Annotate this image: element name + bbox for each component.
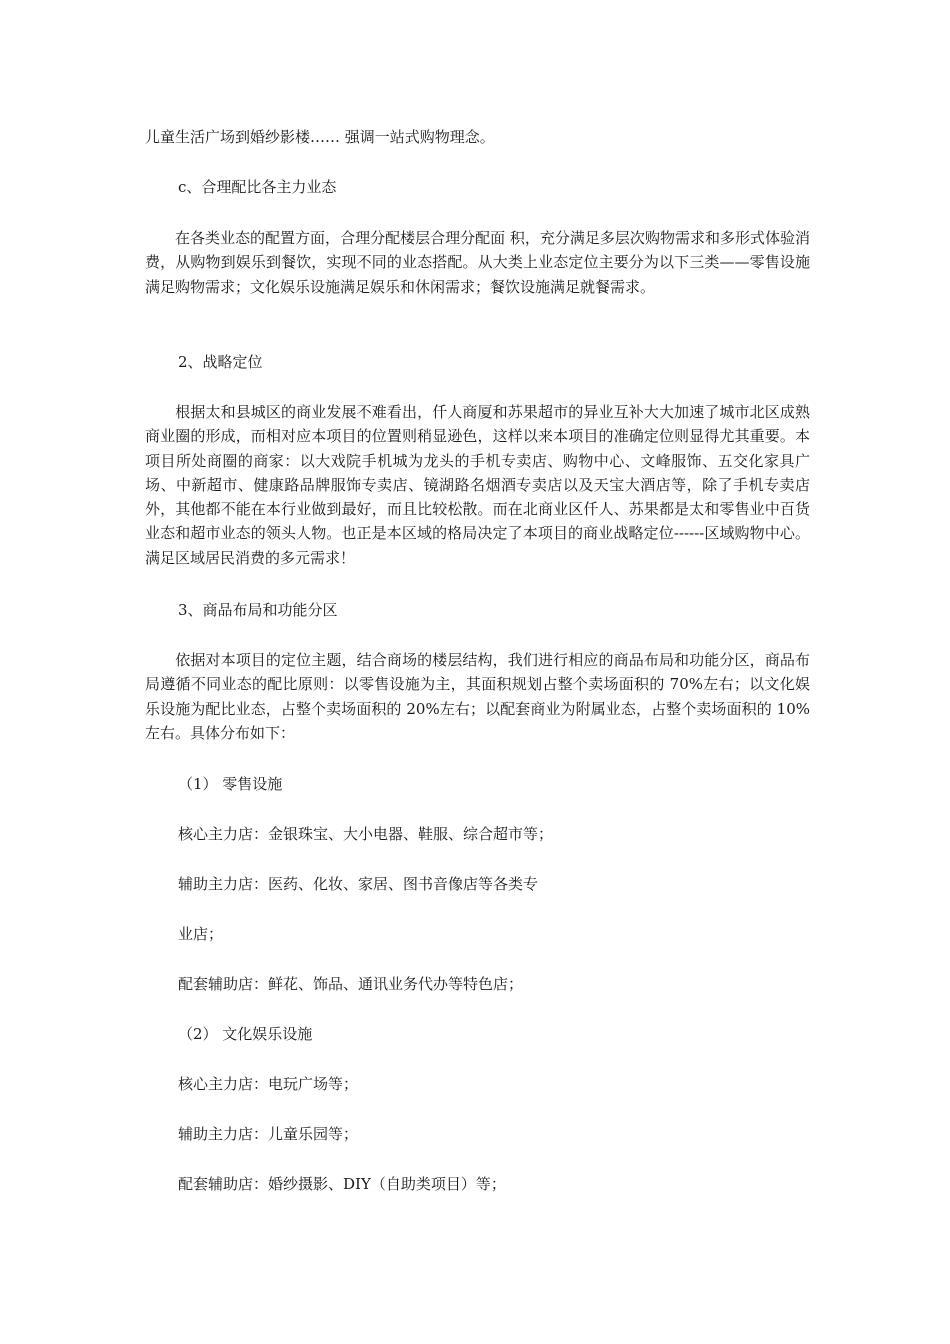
retail-aux-stores-cont: 业店；: [178, 925, 224, 943]
heading-c: c、合理配比各主力业态: [178, 178, 337, 196]
culture-support-stores: 配套辅助店：婚纱摄影、DIY（自助类项目）等；: [178, 1175, 506, 1193]
heading-3: 3、商品布局和功能分区: [178, 601, 338, 619]
paragraph-3: 依据对本项目的定位主题，结合商场的楼层结构，我们进行相应的商品布局和功能分区，商品布局遵循不同业态的配比原则：以零售设施为主，其面积规划占整个卖场面积的 70%左右；以文化娱乐设施为配比业态，占整个卖场面积的 20%左右；以配套商业为附属业态，占整个卖场面积的 10%左右。具体分布如下：: [145, 651, 810, 742]
heading-2: 2、战略定位: [178, 353, 263, 371]
retail-core-stores: 核心主力店：金银珠宝、大小电器、鞋服、综合超市等；: [178, 825, 554, 843]
retail-support-stores: 配套辅助店：鲜花、饰品、通讯业务代办等特色店；: [178, 975, 524, 993]
culture-core-stores: 核心主力店：电玩广场等；: [178, 1075, 359, 1093]
heading-culture: （2） 文化娱乐设施: [178, 1025, 313, 1043]
paragraph-intro-end: 儿童生活广场到婚纱影楼…… 强调一站式购物理念。: [145, 128, 495, 146]
paragraph-c: 在各类业态的配置方面，合理分配楼层合理分配面 积，充分满足多层次购物需求和多形式体验消费，从购物到娱乐到餐饮，实现不同的业态搭配。从大类上业态定位主要分为以下三类——零售设施满足购物需求；文化娱乐设施满足娱乐和休闲需求；餐饮设施满足就餐需求。: [145, 229, 810, 296]
culture-aux-stores: 辅助主力店：儿童乐园等；: [178, 1125, 359, 1143]
paragraph-2: 根据太和县城区的商业发展不难看出，仟人商厦和苏果超市的异业互补大大加速了城市北区成熟商业圈的形成，而相对应本项目的位置则稍显逊色，这样以来本项目的准确定位则显得尤其重要。本项目所处商圈的商家：以大戏院手机城为龙头的手机专卖店、购物中心、文峰服饰、五交化家具广场、中新超市、健康路品牌服饰专卖店、镜湖路名烟酒专卖店以及天宝大酒店等，除了手机专卖店外，其他都不能在本行业做到最好，而且比较松散。而在北商业区仟人、苏果都是太和零售业中百货业态和超市业态的领头人物。也正是本区域的格局决定了本项目的商业战略定位------区域购物中心。满足区域居民消费的多元需求！: [145, 403, 810, 567]
heading-retail: （1） 零售设施: [178, 775, 283, 793]
retail-aux-stores: 辅助主力店：医药、化妆、家居、图书音像店等各类专: [178, 875, 539, 893]
